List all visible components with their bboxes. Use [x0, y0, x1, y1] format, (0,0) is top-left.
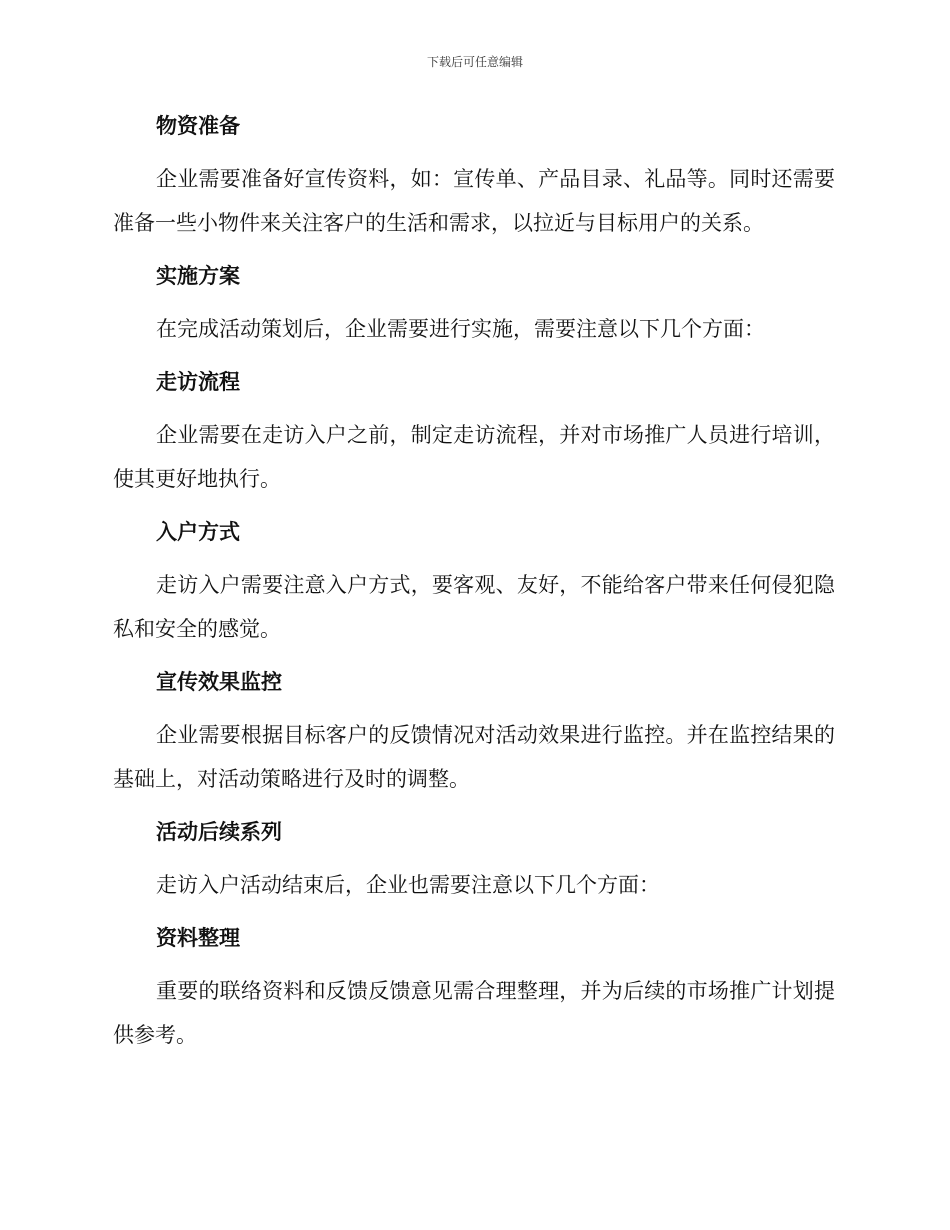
section-paragraph-materials: 企业需要准备好宣传资料，如：宣传单、产品目录、礼品等。同时还需要准备一些小物件来关注客户的生活和需求，以拉近与目标用户的关系。 — [113, 167, 835, 235]
section-heading-materials: 物资准备 — [156, 114, 240, 138]
document-body — [113, 106, 835, 1068]
section-paragraph-effect-monitoring: 企业需要根据目标客户的反馈情况对活动效果进行监控。并在监控结果的基础上，对活动策略进行及时的调整。 — [113, 723, 835, 791]
section-heading-data-organizing: 资料整理 — [156, 926, 240, 950]
section-paragraph-entry-method: 走访入户需要注意入户方式，要客观、友好，不能给客户带来任何侵犯隐私和安全的感觉。 — [113, 573, 835, 641]
page-header-note: 下载后可任意编辑 — [426, 55, 523, 69]
section-paragraph-data-organizing: 重要的联络资料和反馈反馈意见需合理整理，并为后续的市场推广计划提供参考。 — [113, 979, 835, 1047]
section-heading-implementation: 实施方案 — [156, 264, 240, 288]
section-paragraph-visit-process: 企业需要在走访入户之前，制定走访流程，并对市场推广人员进行培训，使其更好地执行。 — [113, 423, 835, 491]
section-heading-entry-method: 入户方式 — [156, 520, 240, 544]
section-heading-effect-monitoring: 宣传效果监控 — [156, 670, 282, 694]
section-paragraph-implementation: 在完成活动策划后，企业需要进行实施，需要注意以下几个方面： — [156, 317, 765, 341]
section-heading-follow-up: 活动后续系列 — [156, 820, 282, 844]
section-paragraph-follow-up: 走访入户活动结束后，企业也需要注意以下几个方面： — [156, 873, 660, 897]
section-heading-visit-process: 走访流程 — [156, 370, 240, 394]
